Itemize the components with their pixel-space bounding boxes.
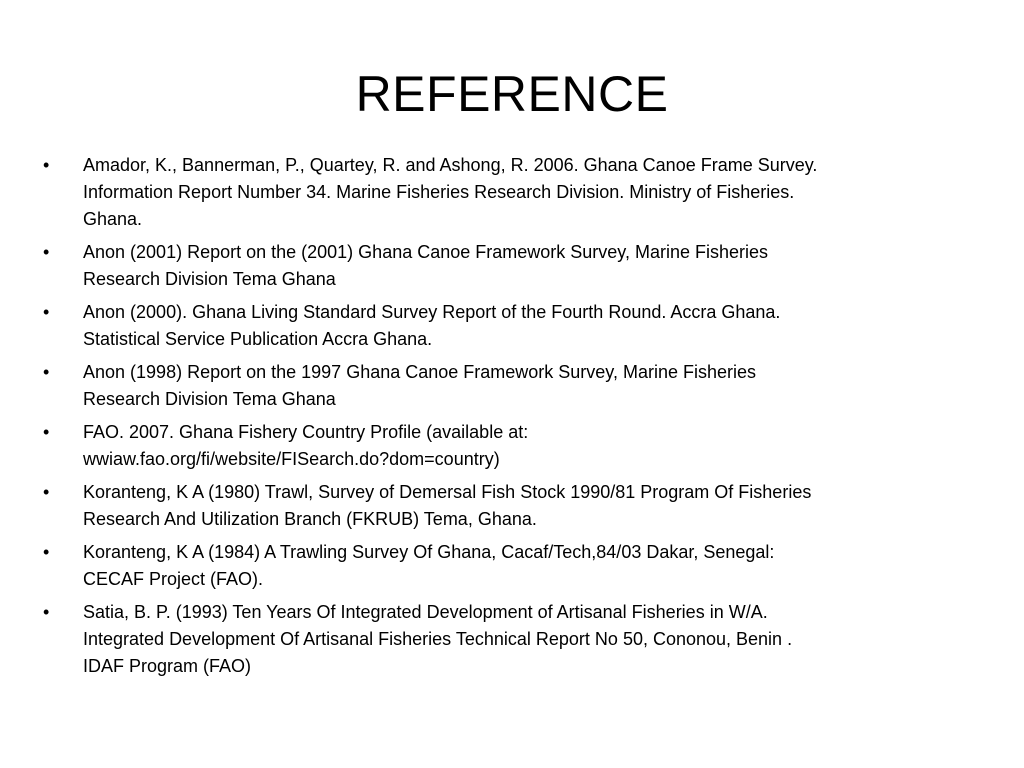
reference-text-line: CECAF Project (FAO).: [83, 569, 264, 589]
bullet-icon: •: [43, 422, 50, 442]
reference-text-line: Information Report Number 34. Marine Fisheries Research Division. Ministry of Fisheries.: [83, 182, 795, 202]
reference-text-line: Research And Utilization Branch (FKRUB) Tema, Ghana.: [83, 509, 537, 529]
bullet-icon: •: [43, 542, 50, 562]
reference-item: [0, 152, 1024, 233]
reference-text-line: IDAF Program (FAO): [83, 656, 252, 676]
reference-text-line: Anon (2000). Ghana Living Standard Survey Report of the Fourth Round. Accra Ghana.: [83, 302, 781, 322]
reference-list: [0, 152, 1024, 686]
bullet-icon: •: [43, 362, 50, 382]
reference-text-line: Research Division Tema Ghana: [83, 269, 336, 289]
reference-text-line: FAO. 2007. Ghana Fishery Country Profile (available at:: [83, 422, 529, 442]
reference-text-line: Ghana.: [83, 209, 143, 229]
reference-text-line: Statistical Service Publication Accra Ghana.: [83, 329, 433, 349]
reference-text-line: Anon (1998) Report on the 1997 Ghana Canoe Framework Survey, Marine Fisheries: [83, 362, 757, 382]
reference-text-line: Amador, K., Bannerman, P., Quartey, R. and Ashong, R. 2006. Ghana Canoe Frame Survey.: [83, 155, 818, 175]
reference-item: [0, 599, 1024, 680]
bullet-icon: •: [43, 482, 50, 502]
reference-text-line: wwiaw.fao.org/fi/website/FISearch.do?dom=country): [83, 449, 500, 469]
bullet-icon: •: [43, 155, 50, 175]
reference-text-line: Integrated Development Of Artisanal Fisheries Technical Report No 50, Cononou, Benin .: [83, 629, 793, 649]
reference-item: [0, 359, 1024, 413]
reference-item: [0, 539, 1024, 593]
reference-item: [0, 299, 1024, 353]
reference-item: [0, 419, 1024, 473]
reference-item: [0, 239, 1024, 293]
reference-text-line: Satia, B. P. (1993) Ten Years Of Integrated Development of Artisanal Fisheries in W/A.: [83, 602, 768, 622]
slide-title: REFERENCE: [355, 66, 669, 122]
reference-text-line: Koranteng, K A (1984) A Trawling Survey Of Ghana, Cacaf/Tech,84/03 Dakar, Senegal:: [83, 542, 775, 562]
bullet-icon: •: [43, 302, 50, 322]
reference-text-line: Anon (2001) Report on the (2001) Ghana Canoe Framework Survey, Marine Fisheries: [83, 242, 769, 262]
reference-item: [0, 479, 1024, 533]
bullet-icon: •: [43, 602, 50, 622]
reference-text-line: Koranteng, K A (1980) Trawl, Survey of Demersal Fish Stock 1990/81 Program Of Fisheries: [83, 482, 812, 502]
bullet-icon: •: [43, 242, 50, 262]
reference-text-line: Research Division Tema Ghana: [83, 389, 336, 409]
